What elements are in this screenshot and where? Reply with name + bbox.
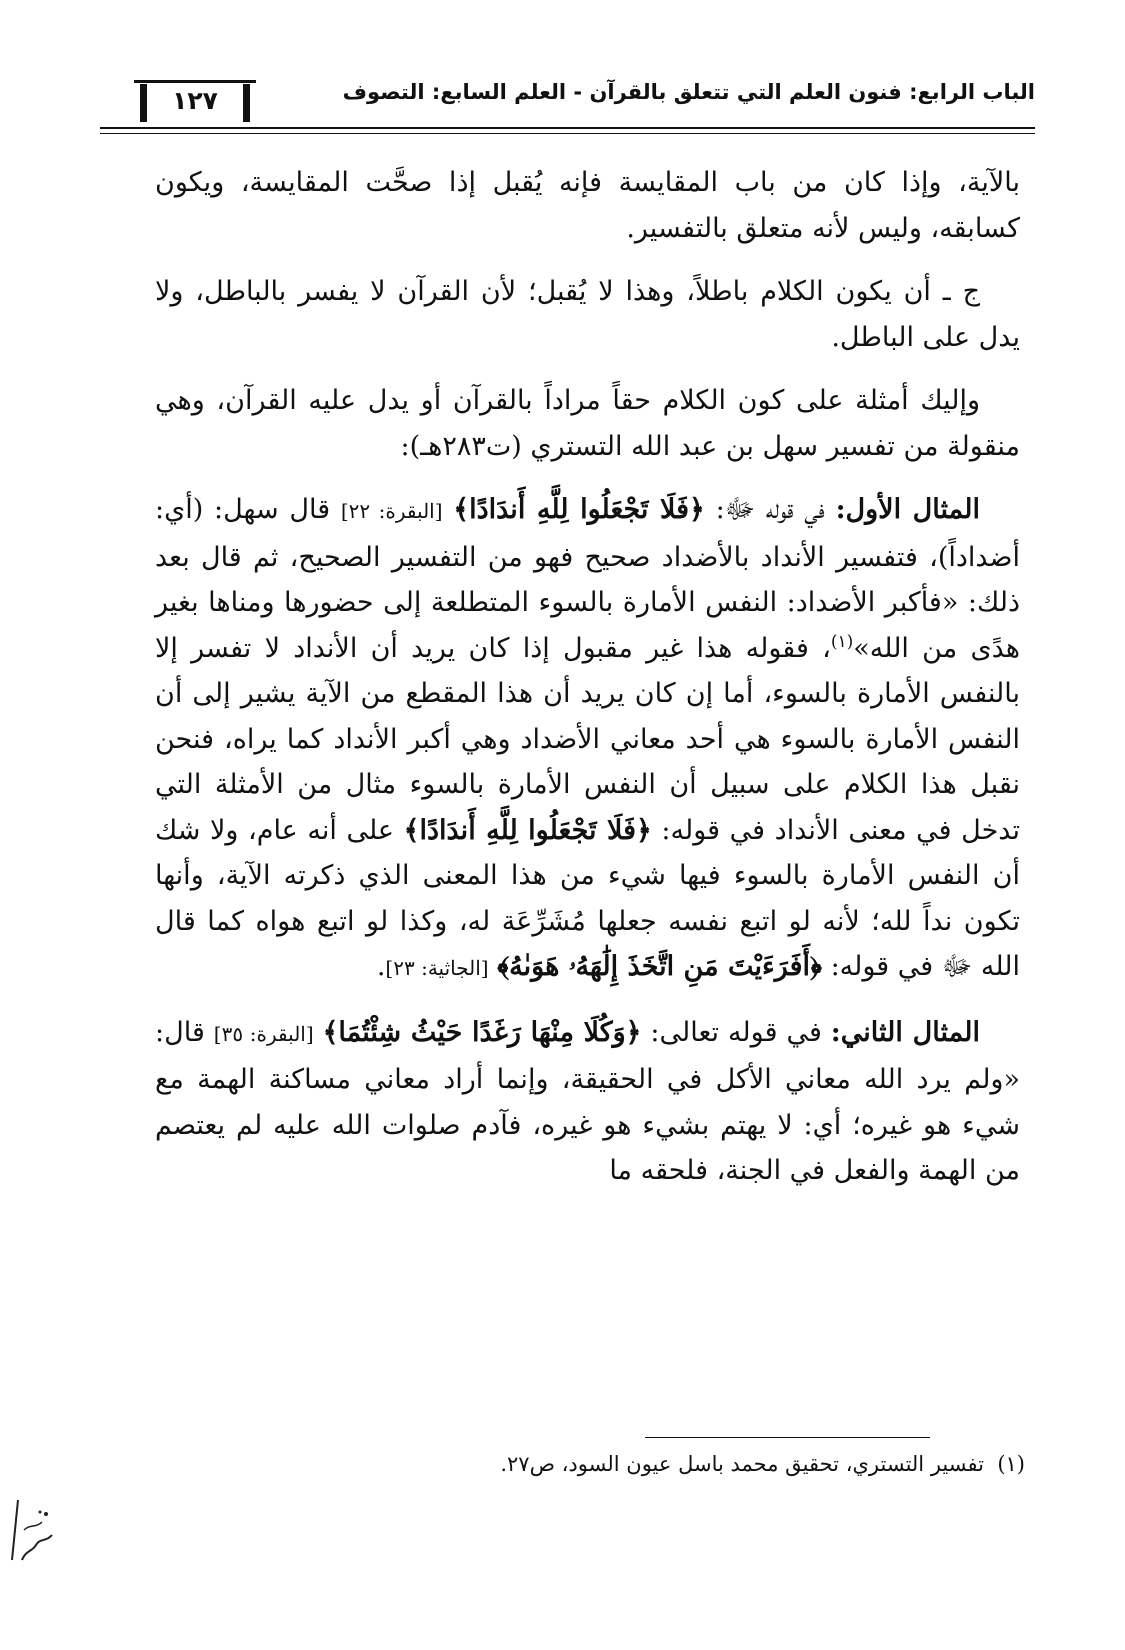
example-1-text-b: ، فقوله هذا غير مقبول إذا كان يريد أن الأنداد لا تفسر إلا بالنفس الأمارة بالسوء، أما إن كان يريد أن هذا المقطع من الآية يشير إلى أن النفس الأمارة بالسوء هي أحد معاني الأضداد وهي أكبر الأنداد كما يراه، فنحن نقبل هذا الكلام على سبيل أن النفس الأمارة بالسوء مثال من الأمثلة التي تدخل في معنى الأنداد في قوله: — [155, 632, 1020, 846]
header-rule-thin — [100, 133, 1035, 134]
paragraph-3: وإليك أمثلة على كون الكلام حقاً مراداً بالقرآن أو يدل عليه القرآن، وهي منقولة من تفسير سهل بن عبد الله التستري (ت٢٨٣هـ): — [155, 385, 1020, 462]
verse-reference: [البقرة: ٢٢] — [340, 499, 443, 523]
footnote-separator — [645, 1437, 930, 1438]
example-1-end: . — [376, 951, 386, 982]
page-number-frame — [140, 84, 250, 122]
running-header-title: الباب الرابع: فنون العلم التي تتعلق بالقرآن - العلم السابع: التصوف — [342, 80, 1035, 104]
header-rule — [100, 127, 1035, 129]
verse-reference-baqara-35: [البقرة: ٣٥] — [213, 1021, 314, 1046]
footnote — [165, 1452, 1025, 1476]
example-2-label: المثال الثاني: — [830, 1016, 980, 1048]
paragraph-2: ج ـ أن يكون الكلام باطلاً، وهذا لا يُقبل؛ لأن القرآن لا يفسر بالباطل، ولا يدل على الباطل. — [155, 276, 1020, 353]
footnote-text: تفسير التستري، تحقيق محمد باسل عيون السود، ص٢٧. — [500, 1452, 984, 1476]
verse-reference-jathiya: [الجاثية: ٢٣] — [385, 956, 489, 980]
example-2 — [155, 1010, 1020, 1194]
quran-verse-baqara-35: ﴿وَكُلَا مِنْهَا رَغَدًا حَيْثُ شِئْتُمَا﴾ — [322, 1016, 642, 1048]
footnote-marker: (١) — [830, 631, 854, 652]
page-number: ١٢٧ — [172, 86, 218, 115]
publisher-logo — [2, 1490, 62, 1570]
example-2-lead: في قوله تعالى: — [650, 1016, 822, 1048]
example-1-label: المثال الأول: — [835, 494, 980, 525]
example-1-lead: في قوله ﷻ: — [715, 494, 825, 525]
example-2-text: قال: «ولم يرد الله معاني الأكل في الحقيقة، وإنما أراد معاني مساكنة الهمة مع شيء هو غيره؛ أي: لا يهتم بشيء هو غيره، فآدم صلوات الله عليه لم يعتصم من الهمة والفعل في الجنة، فلحقه ما — [155, 1016, 1020, 1186]
example-1 — [155, 487, 1020, 992]
example-1-text-c: على أنه عام، ولا شك أن النفس الأمارة بالسوء فيها شيء من هذا المعنى الذي ذكرته الآية، وأنها تكون نداً لله؛ لأنه لو اتبع نفسه جعلها مُشَرِّعَة له، وكذا لو اتبع هواه كما قال الله ﷻ في قوله: — [155, 814, 1020, 982]
quran-verse-jathiya: ﴿أَفَرَءَيْتَ مَنِ اتَّخَذَ إِلَٰهَهُۥ هَوَىٰهُ﴾ — [497, 951, 822, 982]
body-text — [155, 160, 1020, 1212]
example-1-text-a: قال سهل: (أي: أضداداً)، فتفسير الأنداد بالأضداد صحيح فهو من التفسير الصحيح، ثم قال بعد ذلك: «فأكبر الأضداد: النفس الأمارة بالسوء المتطلعة إلى حضورها ومناها بغير هدًى من الله» — [155, 494, 1020, 664]
paragraph-1: بالآية، وإذا كان من باب المقايسة فإنه يُقبل إذا صحَّت المقايسة، ويكون كسابقه، وليس لأنه متعلق بالتفسير. — [155, 167, 1020, 244]
quran-verse: ﴿فَلَا تَجْعَلُوا لِلَّهِ أَندَادًا﴾ — [453, 494, 705, 525]
quran-verse-repeat: ﴿فَلَا تَجْعَلُوا لِلَّهِ أَندَادًا﴾ — [403, 814, 652, 846]
footnote-number: (١) — [997, 1452, 1025, 1476]
